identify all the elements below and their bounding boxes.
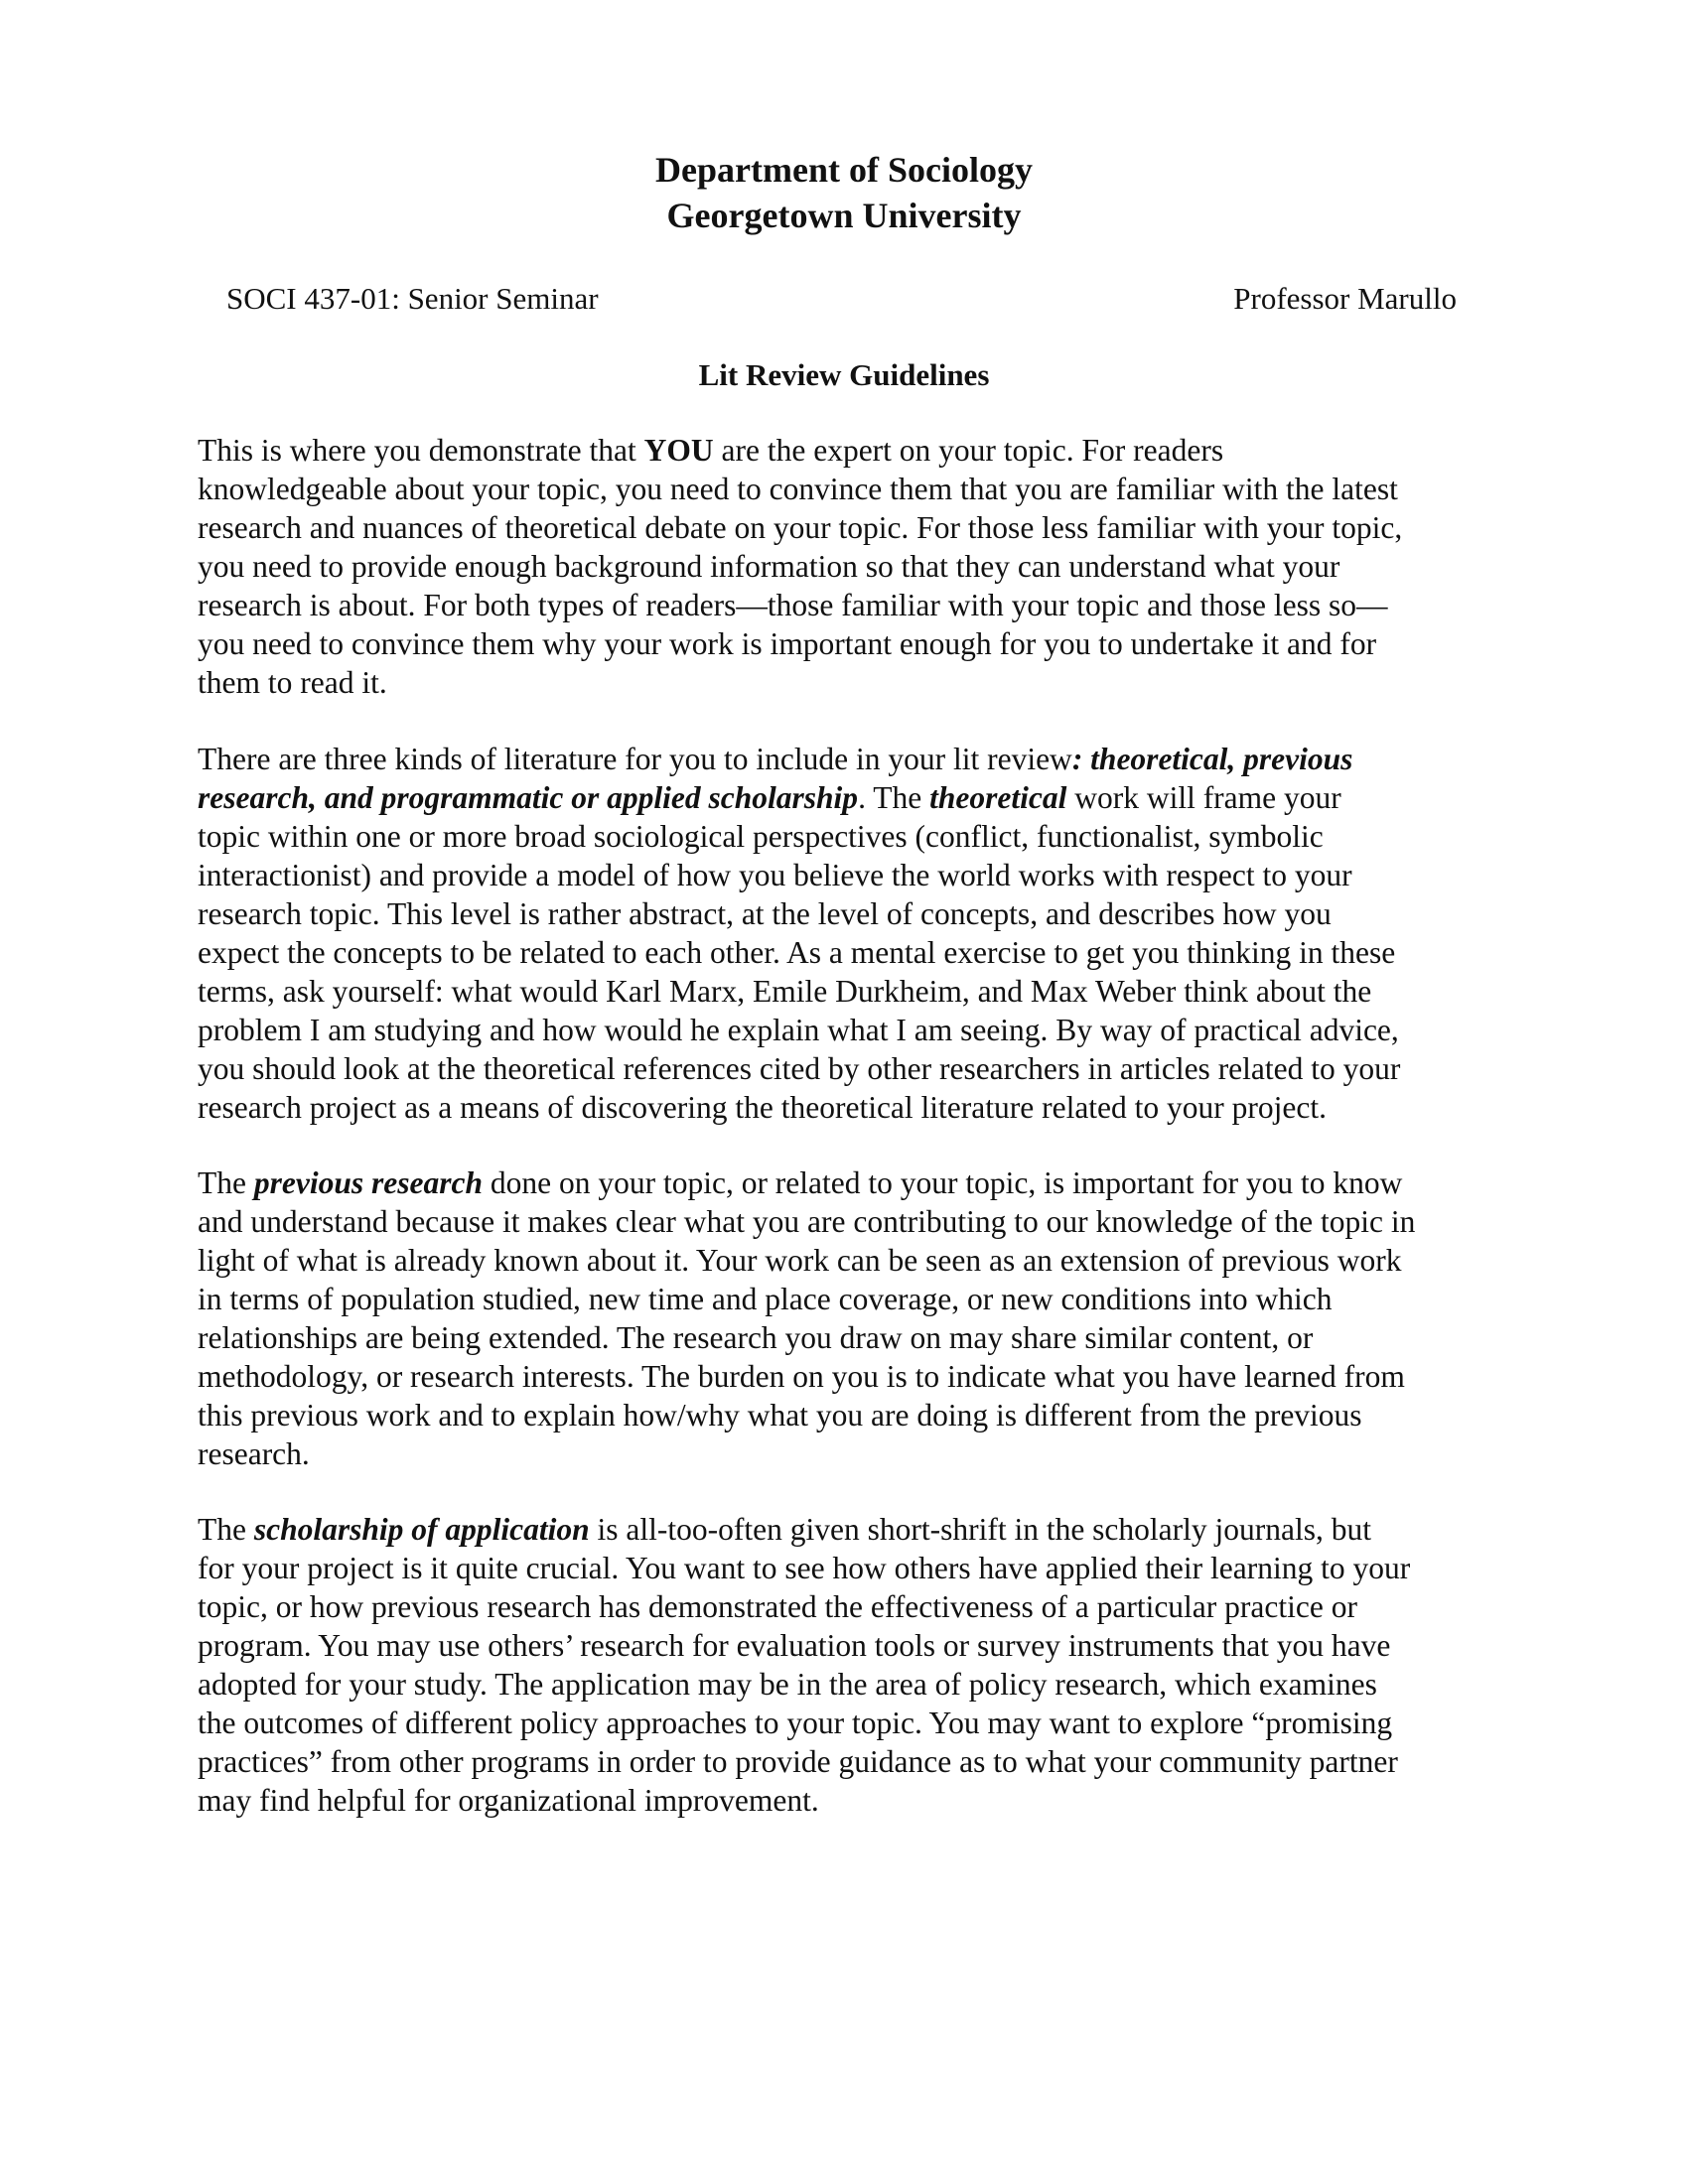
text-line: adopted for your study. The application may be in the area of policy research, which examines bbox=[198, 1667, 1377, 1702]
text-line: relationships are being extended. The research you draw on may share similar content, or bbox=[198, 1320, 1314, 1355]
text-line: expect the concepts to be related to each other. As a mental exercise to get you thinking in these bbox=[198, 935, 1396, 970]
text-line: topic within one or more broad sociological perspectives (conflict, functionalist, symbolic bbox=[198, 819, 1324, 854]
text-line: the outcomes of different policy approaches to your topic. You may want to explore “promising bbox=[198, 1706, 1393, 1740]
text-line bbox=[198, 1163, 1498, 1202]
text-line: you need to provide enough background information so that they can understand what your bbox=[198, 549, 1340, 584]
paragraph-previous-research bbox=[198, 1163, 1498, 1473]
text-line: problem I am studying and how would he explain what I am seeing. By way of practical advice, bbox=[198, 1013, 1399, 1047]
text-run: is all-too-often given short-shrift in the scholarly journals, but bbox=[589, 1512, 1372, 1547]
course-info-row bbox=[226, 279, 1457, 319]
emphasis-kinds: research, and programmatic or applied scholarship bbox=[198, 780, 859, 815]
emphasis-theoretical: theoretical bbox=[929, 780, 1067, 815]
text-line: topic, or how previous research has demonstrated the effectiveness of a particular practice or bbox=[198, 1589, 1357, 1624]
university-name: Georgetown University bbox=[666, 196, 1022, 235]
text-run: work will frame your bbox=[1066, 780, 1341, 815]
paragraph-scholarship-of-application bbox=[198, 1510, 1498, 1820]
text-line bbox=[198, 740, 1498, 778]
text-line: research project as a means of discovering the theoretical literature related to your project. bbox=[198, 1090, 1327, 1125]
text-run: There are three kinds of literature for you to include in your lit review bbox=[198, 742, 1072, 776]
text-run: done on your topic, or related to your topic, is important for you to know bbox=[482, 1165, 1403, 1200]
text-line: this previous work and to explain how/why what you are doing is different from the previous bbox=[198, 1398, 1362, 1433]
text-line: research and nuances of theoretical debate on your topic. For those less familiar with your topic, bbox=[198, 510, 1403, 545]
text-line bbox=[198, 431, 1498, 470]
text-line: terms, ask yourself: what would Karl Marx, Emile Durkheim, and Max Weber think about the bbox=[198, 974, 1372, 1009]
emphasis-previous-research: previous research bbox=[253, 1165, 483, 1200]
text-line: may find helpful for organizational improvement. bbox=[198, 1783, 819, 1818]
text-line: you need to convince them why your work is important enough for you to undertake it and for bbox=[198, 626, 1377, 661]
text-run: This is where you demonstrate that bbox=[198, 433, 644, 468]
department-name: Department of Sociology bbox=[655, 150, 1033, 190]
text-line: light of what is already known about it. Your work can be seen as an extension of previous work bbox=[198, 1243, 1402, 1278]
text-line bbox=[198, 1510, 1498, 1549]
text-line bbox=[198, 778, 1498, 817]
text-line: for your project is it quite crucial. You want to see how others have applied their learning to your bbox=[198, 1551, 1411, 1585]
text-run: . The bbox=[858, 780, 930, 815]
professor-name: Professor Marullo bbox=[1233, 281, 1457, 316]
emphasis-scholarship-of-application: scholarship of application bbox=[253, 1512, 590, 1547]
text-line: research topic. This level is rather abstract, at the level of concepts, and describes how you bbox=[198, 896, 1332, 931]
document-title: Lit Review Guidelines bbox=[698, 357, 990, 392]
emphasis-you: YOU bbox=[643, 433, 714, 468]
text-run: The bbox=[198, 1512, 254, 1547]
text-line: methodology, or research interests. The burden on you is to indicate what you have learned from bbox=[198, 1359, 1405, 1394]
paragraph-intro bbox=[198, 431, 1498, 702]
text-line: you should look at the theoretical references cited by other researchers in articles related to your bbox=[198, 1051, 1401, 1086]
text-line: knowledgeable about your topic, you need to convince them that you are familiar with the latest bbox=[198, 472, 1398, 506]
document-header bbox=[0, 147, 1688, 238]
emphasis-kinds: : theoretical, previous bbox=[1071, 742, 1353, 776]
text-line: in terms of population studied, new time and place coverage, or new conditions into which bbox=[198, 1282, 1333, 1316]
text-line: research. bbox=[198, 1436, 310, 1471]
text-line: interactionist) and provide a model of how you believe the world works with respect to your bbox=[198, 858, 1352, 892]
text-line: practices” from other programs in order to provide guidance as to what your community partner bbox=[198, 1744, 1398, 1779]
course-code: SOCI 437-01: Senior Seminar bbox=[226, 281, 599, 316]
text-line: and understand because it makes clear what you are contributing to our knowledge of the topic in bbox=[198, 1204, 1416, 1239]
text-run: are the expert on your topic. For readers bbox=[713, 433, 1224, 468]
text-line: research is about. For both types of readers—those familiar with your topic and those less so— bbox=[198, 588, 1388, 622]
text-line: program. You may use others’ research for evaluation tools or survey instruments that you have bbox=[198, 1628, 1391, 1663]
paragraph-literature-kinds bbox=[198, 740, 1498, 1127]
text-line: them to read it. bbox=[198, 665, 387, 700]
text-run: The bbox=[198, 1165, 254, 1200]
